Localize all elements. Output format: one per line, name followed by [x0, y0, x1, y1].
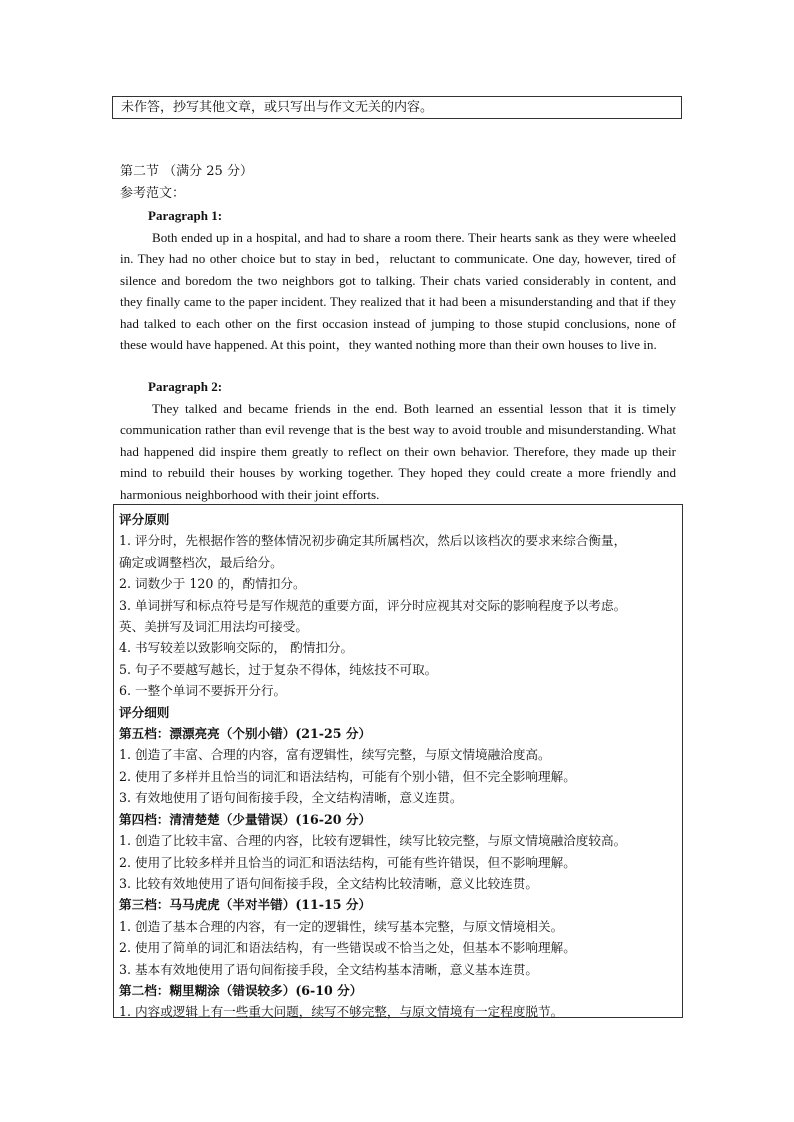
criteria-line: 5. 句子不要越写越长，过于复杂不得体，纯炫技不可取。 [119, 661, 438, 677]
criteria-heading: 第三档：马马虎虎（半对半错）(11-15 分） [119, 897, 372, 913]
criteria-line: 3. 基本有效地使用了语句间衔接手段，全文结构基本清晰，意义基本连贯。 [119, 961, 539, 977]
criteria-line: 2. 使用了多样并且恰当的词汇和语法结构，可能有个别小错，但不完全影响理解。 [119, 768, 576, 784]
paragraph2-heading: Paragraph 2: [148, 379, 223, 394]
paragraph2-text: They talked and became friends in the end. Both learned an essential lesson that it is timely communication rather than evil revenge that is the best way to avoid trouble and misunderstanding. What had happened did inspire them greatly to reflect on their own behavior. Therefore, they made up their mind to rebuild their houses by working together. They hoped they could create a more friendly and harmonious neighborhood with their joint efforts. [120, 401, 676, 502]
criteria-line: 英、美拼写及词汇用法均可接受。 [119, 619, 308, 635]
criteria-line: 1. 创造了基本合理的内容，有一定的逻辑性，续写基本完整，与原文情境相关。 [119, 918, 564, 934]
top-note: 未作答，抄写其他文章，或只写出与作文无关的内容。 [121, 100, 434, 115]
criteria-line: 4. 书写较差以致影响交际的， 酌情扣分。 [119, 640, 354, 656]
criteria-line: 2. 使用了比较多样并且恰当的词汇和语法结构，可能有些许错误，但不影响理解。 [119, 854, 576, 870]
paragraph1-heading: Paragraph 1: [148, 208, 223, 223]
criteria-heading: 第二档：糊里糊涂（错误较多）(6-10 分） [119, 982, 363, 998]
criteria-heading: 评分细则 [119, 704, 170, 720]
criteria-line: 1. 创造了比较丰富、合理的内容，比较有逻辑性，续写比较完整，与原文情境融洽度较高。 [119, 833, 627, 849]
criteria-line: 2. 使用了简单的词汇和语法结构，有一些错误或不恰当之处，但基本不影响理解。 [119, 940, 576, 956]
criteria-heading: 第五档：漂漂亮亮（个别小错）(21-25 分） [119, 726, 372, 742]
criteria-line: 确定或调整档次，最后给分。 [119, 554, 283, 570]
criteria-line: 3. 比较有效地使用了语句间衔接手段，全文结构比较清晰，意义比较连贯。 [119, 875, 539, 891]
criteria-line: 3. 有效地使用了语句间衔接手段，全文结构清晰，意义连贯。 [119, 790, 463, 806]
criteria-line: 6. 一整个单词不要拆开分行。 [119, 683, 287, 699]
criteria-line: 3. 单词拼写和标点符号是写作规范的重要方面，评分时应视其对交际的影响程度予以考虑。 [119, 597, 627, 613]
criteria-line: 2. 词数少于 120 的，酌情扣分。 [119, 576, 306, 592]
top-note-box [112, 96, 682, 119]
criteria-heading: 评分原则 [119, 512, 170, 527]
criteria-heading: 第四档：清清楚楚（少量错误）(16-20 分） [119, 811, 372, 827]
section-title: 第二节 （满分 25 分） [120, 164, 253, 179]
paragraph1-text: Both ended up in a hospital, and had to share a room there. Their hearts sank as they were wheeled in. They had no other choice but to stay in bed，reluctant to communicate. One day, however, tired of silence and boredom the two neighbors got to talking. Their chats varied considerably in content, and they finally came to the paper incident. They realized that it had been a misunderstanding and that if they had talked to each other on the first occasion instead of jumping to those stupid conclusions, none of these would have happened. At this point，they wanted nothing more than their own houses to live in. [120, 230, 676, 353]
scoring-criteria-box [113, 504, 683, 1018]
criteria-line: 1. 创造了丰富、合理的内容，富有逻辑性，续写完整，与原文情境融洽度高。 [119, 747, 551, 763]
criteria-line: 1. 评分时，先根据作答的整体情况初步确定其所属档次，然后以该档次的要求来综合衡量， [119, 533, 627, 549]
reference-label: 参考范文： [120, 186, 186, 201]
criteria-line: 1. 内容或逻辑上有一些重大问题，续写不够完整，与原文情境有一定程度脱节。 [119, 1004, 564, 1020]
